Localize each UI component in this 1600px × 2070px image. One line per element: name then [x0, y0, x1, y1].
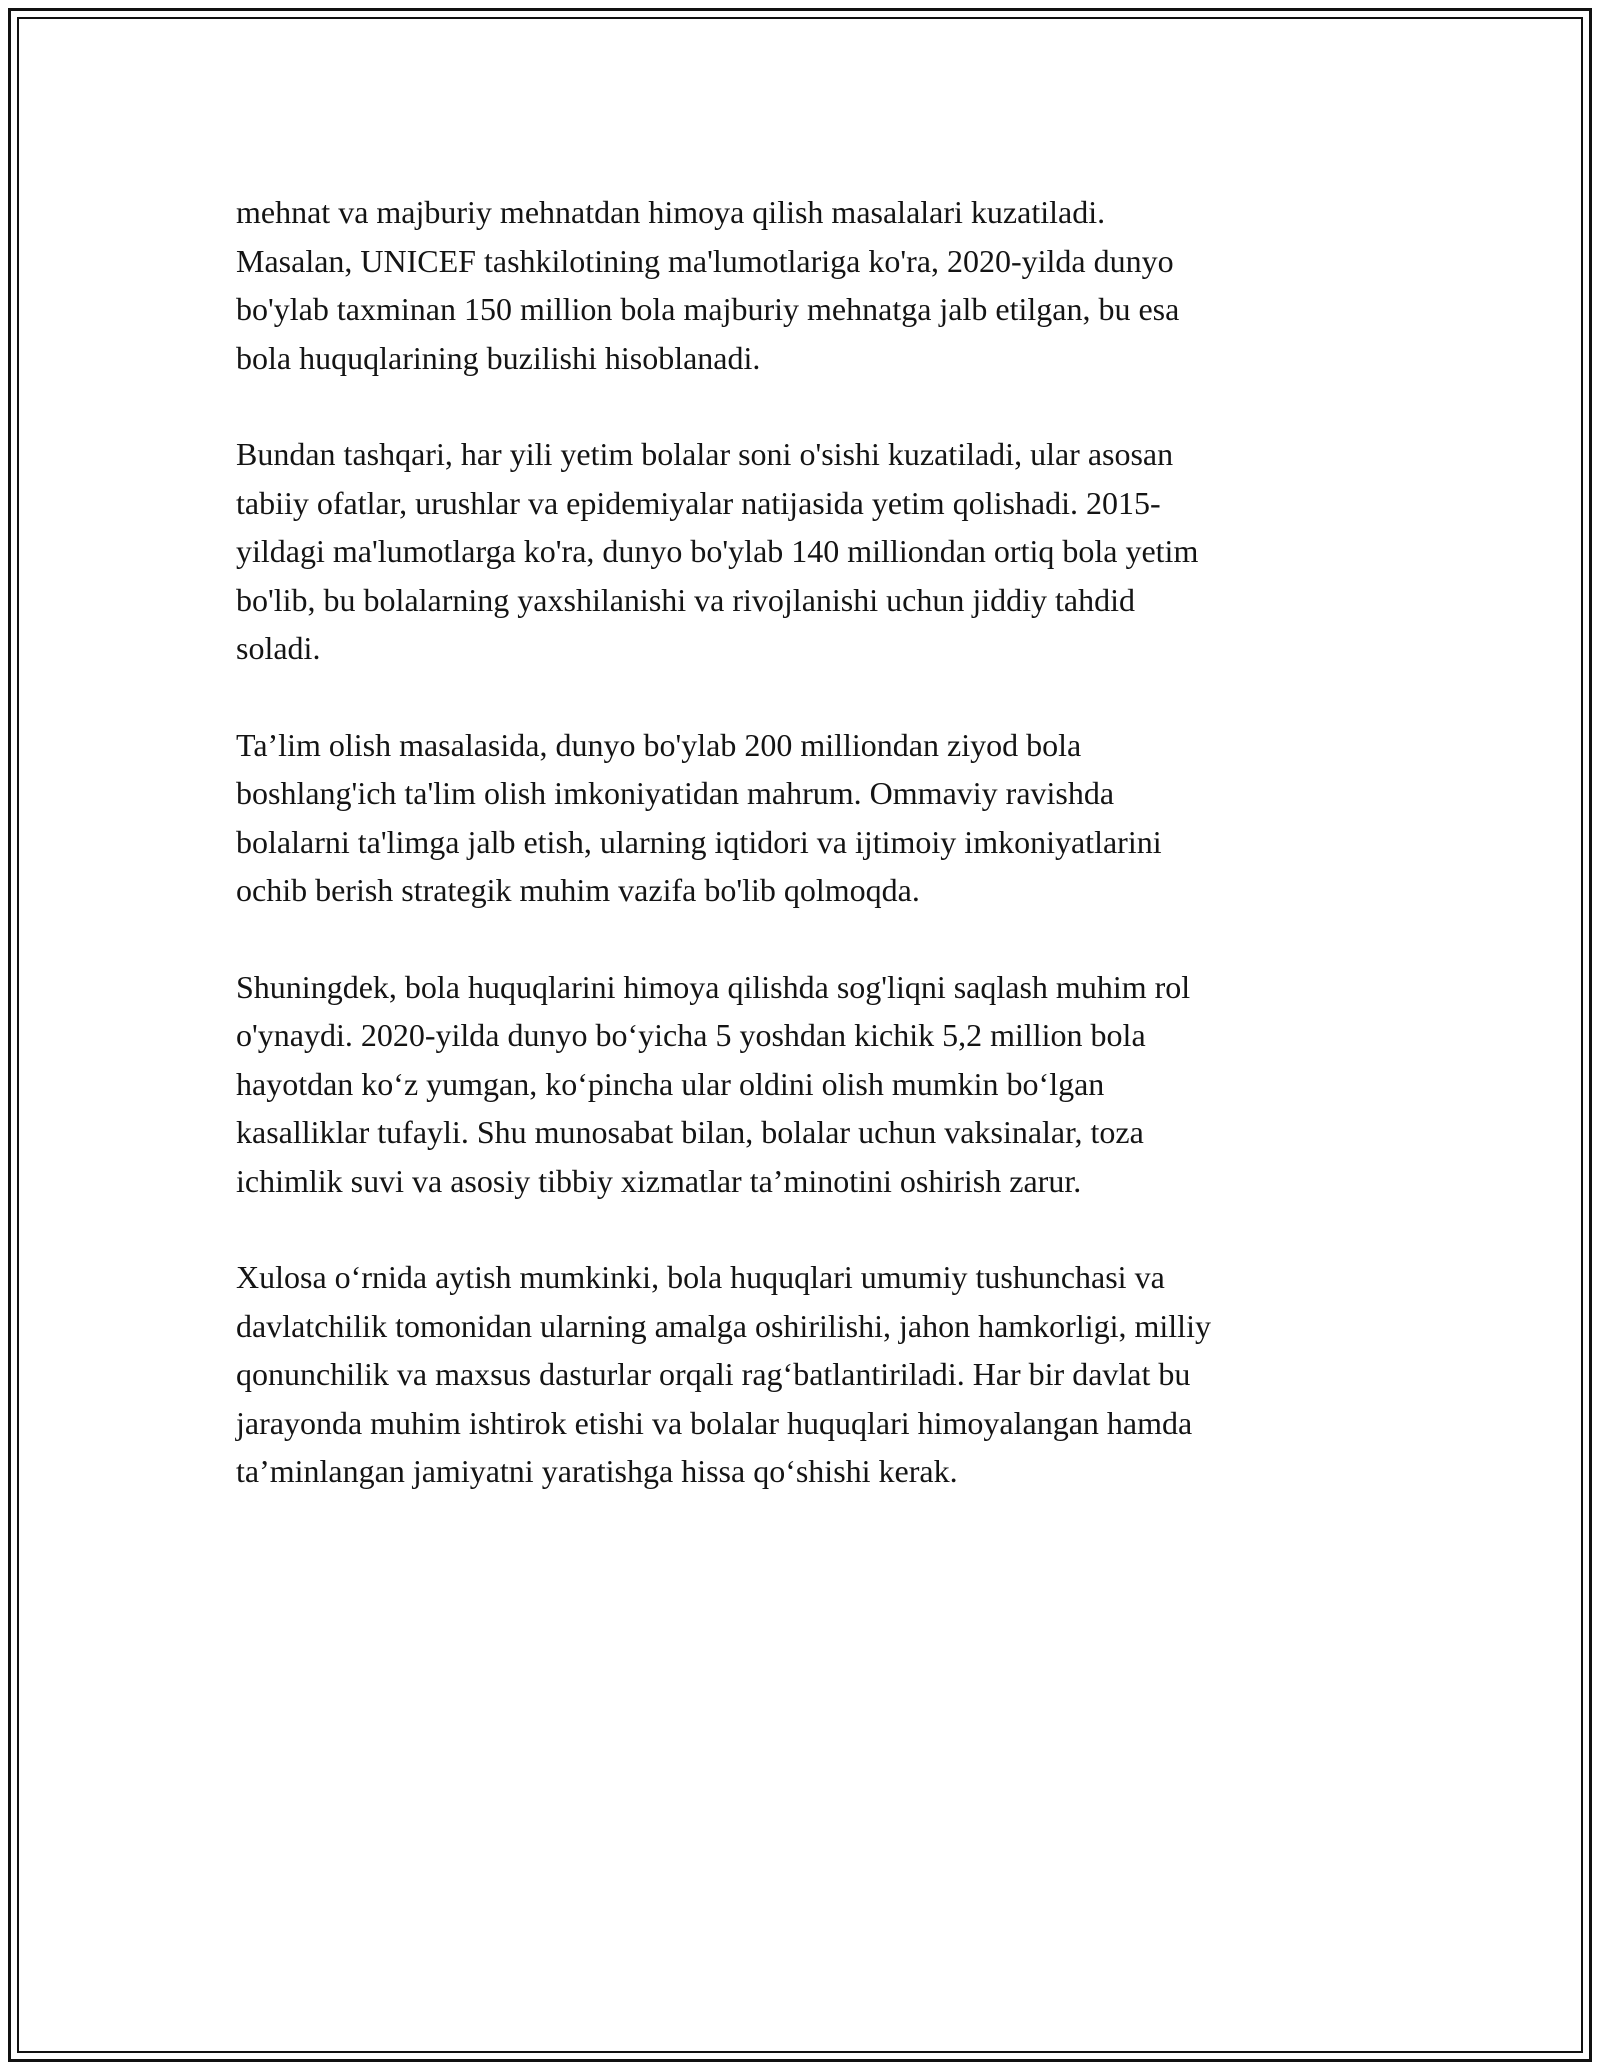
- paragraph-child-labor: mehnat va majburiy mehnatdan himoya qilish masalalari kuzatiladi. Masalan, UNICEF tashkilotining ma'lumotlariga ko'ra, 2020-yilda dunyo bo'ylab taxminan 150 million bola majburiy mehnatga jalb etilgan, bu esa bola huquqlarining buzilishi hisoblanadi.: [236, 194, 1180, 376]
- paragraph-education: Ta’lim olish masalasida, dunyo bo'ylab 200 milliondan ziyod bola boshlang'ich ta'lim olish imkoniyatidan mahrum. Ommaviy ravishda bolalarni ta'limga jalb etish, ularning iqtidori va ijtimoiy imkoniyatlarini ochib berish strategik muhim vazifa bo'lib qolmoqda.: [236, 726, 1162, 908]
- paragraph-conclusion: Xulosa o‘rnida aytish mumkinki, bola huquqlari umumiy tushunchasi va davlatchilik tomonidan ularning amalga oshirilishi, jahon hamkorligi, milliy qonunchilik va maxsus dasturlar orqali rag‘batlantiriladi. Har bir davlat bu jarayonda muhim ishtirok etishi va bolalar huquqlari himoyalangan hamda ta’minlangan jamiyatni yaratishga hissa qo‘shishi kerak.: [236, 1259, 1211, 1489]
- paragraph-orphans: Bundan tashqari, har yili yetim bolalar soni o'sishi kuzatiladi, ular asosan tabiiy ofatlar, urushlar va epidemiyalar natijasida yetim qolishadi. 2015- yildagi ma'lumotlarga ko'ra, dunyo bo'ylab 140 milliondan ortiq bola yetim bo'lib, bu bolalarning yaxshilanishi va rivojlanishi uchun jiddiy tahdid soladi.: [236, 436, 1199, 666]
- paragraph-health: Shuningdek, bola huquqlarini himoya qilishda sog'liqni saqlash muhim rol o'ynaydi. 2020-yilda dunyo bo‘yicha 5 yoshdan kichik 5,2 million bola hayotdan ko‘z yumgan, ko‘pincha ular oldini olish mumkin bo‘lgan kasalliklar tufayli. Shu munosabat bilan, bolalar uchun vaksinalar, toza ichimlik suvi va asosiy tibbiy xizmatlar ta’minotini oshirish zarur.: [236, 968, 1191, 1199]
- document-body: [236, 188, 1366, 1544]
